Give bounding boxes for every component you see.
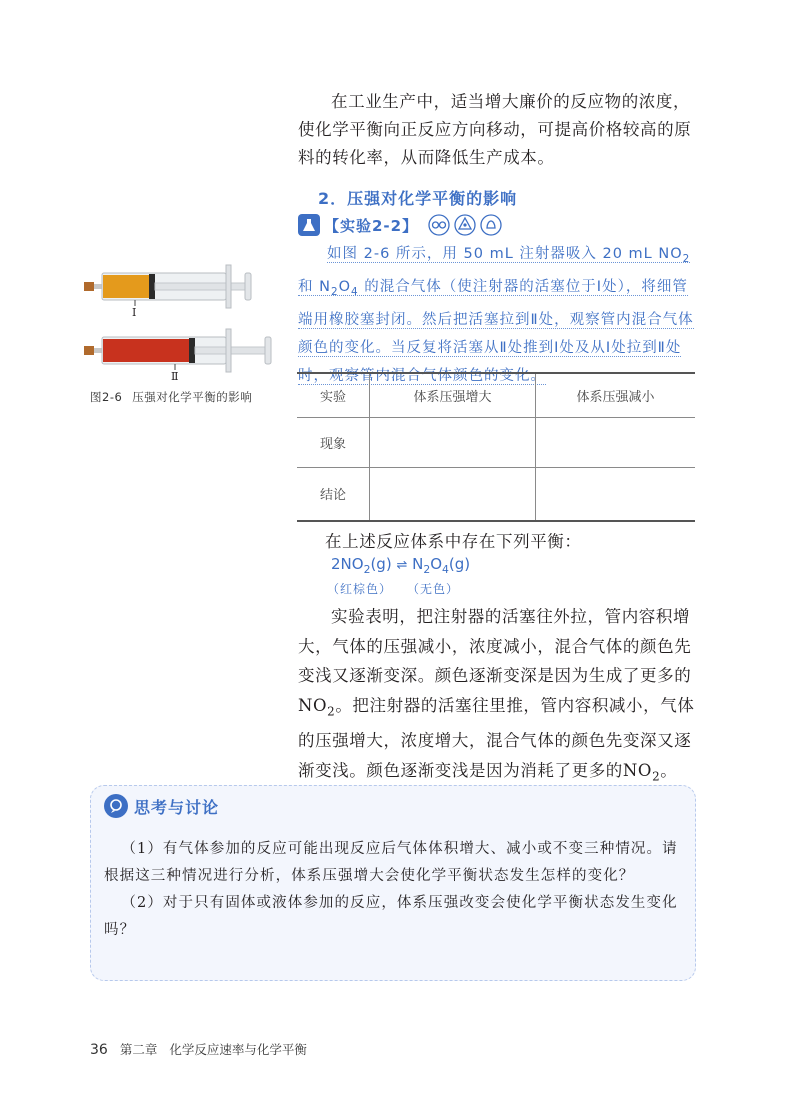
page-footer <box>90 1040 307 1058</box>
intro-text: 在工业生产中，适当增大廉价的反应物的浓度，使化学平衡向正反应方向移动，可提高价格较高的原料的转化率，从而降低生产成本。 <box>298 92 692 167</box>
think-discuss-body <box>104 836 684 944</box>
toxic-warning-icon <box>454 214 476 236</box>
hand-wash-icon <box>480 214 502 236</box>
equilibrium-equation: $2NO_2(g)$ ⇌ $N_2O_4(g)$ <box>331 555 471 576</box>
table-header-cell: 体系压强减小 <box>536 373 696 417</box>
table-cell <box>370 417 536 467</box>
table-row <box>297 467 695 521</box>
syringe-II <box>84 329 271 372</box>
question-2: （2）对于只有固体或液体参加的反应，体系压强改变会使化学平衡状态发生变化吗？ <box>104 895 678 938</box>
think-bubble-icon <box>104 794 128 818</box>
conclusion-text: 实验表明，把注射器的活塞往外拉，管内容积增大，气体的压强减小，浓度减小，混合气体的颜色先变浅又逐渐变深。颜色逐渐变深是因为生成了更多的$NO_2$。把注射器的活塞往里推，管内容积减小，气体的压强增大，浓度增大，混合气体的颜色先变深又逐渐变浅。颜色逐渐变浅是因为消耗了更多的$NO_2$。 <box>298 607 695 784</box>
experiment-title: 【实验2-2】 <box>324 216 419 235</box>
figure-number: 图2-6 <box>90 390 123 404</box>
table-cell <box>536 417 696 467</box>
experiment-body <box>298 240 698 390</box>
colorless-note: （无色） <box>407 582 460 596</box>
observation-table <box>297 372 695 522</box>
think-discuss-header <box>104 794 219 818</box>
syringe-I <box>84 265 251 308</box>
page-number: 36 <box>90 1042 108 1058</box>
table-header-row <box>297 373 695 417</box>
question-1: （1）有气体参加的反应可能出现反应后气体体积增大、减小或不变三种情况。请根据这三种情况进行分析，体系压强增大会使化学平衡状态发生怎样的变化？ <box>104 841 678 884</box>
table-row-label: 现象 <box>297 417 370 467</box>
table-row <box>297 417 695 467</box>
experiment-instructions: 如图 2-6 所示，用 50 mL 注射器吸入 20 mL $NO_2$ 和 $N_2O_4$ 的混合气体（使注射器的活塞位于Ⅰ处），将细管端用橡胶塞封闭。然后把活塞拉到Ⅱ处，观察管内混合气体颜色的变化。当反复将活塞从Ⅱ处推到Ⅰ处及从Ⅰ处拉到Ⅱ处时，观察管内混合气体颜色的变化。 <box>298 246 694 384</box>
section-title: 2．压强对化学平衡的影响 <box>318 189 518 208</box>
figure-caption-text: 压强对化学平衡的影响 <box>132 390 253 404</box>
table-row-label: 结论 <box>297 467 370 521</box>
syringe-figure <box>80 262 280 387</box>
table-cell <box>370 467 536 521</box>
safety-icons <box>428 214 502 236</box>
table-cell <box>536 467 696 521</box>
figure-caption <box>90 389 252 405</box>
think-discuss-title: 思考与讨论 <box>134 797 220 817</box>
experiment-flask-icon <box>298 214 320 236</box>
conclusion-paragraph <box>298 602 700 792</box>
intro-paragraph <box>298 88 698 172</box>
table-header-cell: 体系压强增大 <box>370 373 536 417</box>
label-II: Ⅱ <box>171 370 179 383</box>
chapter-title: 化学反应速率与化学平衡 <box>169 1042 307 1057</box>
experiment-header <box>298 213 502 237</box>
chapter-label: 第二章 <box>119 1042 158 1057</box>
red-brown-note: （红棕色） <box>327 582 393 596</box>
equilibrium-intro: 在上述反应体系中存在下列平衡： <box>325 532 582 551</box>
label-I: Ⅰ <box>132 306 137 319</box>
goggles-icon <box>428 214 450 236</box>
table-header-cell: 实验 <box>297 373 370 417</box>
